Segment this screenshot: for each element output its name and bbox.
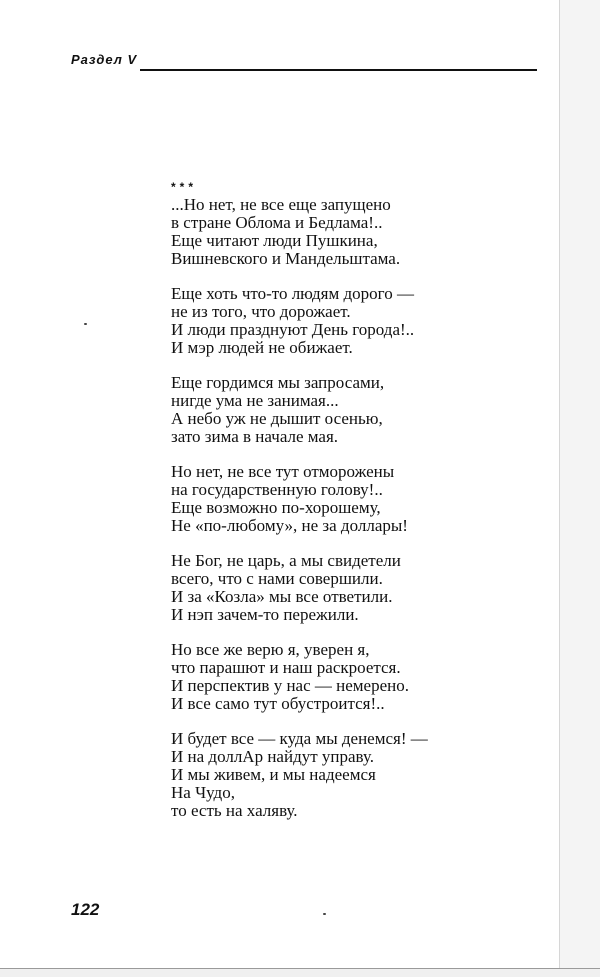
poem-line: не из того, что дорожает. — [171, 302, 351, 321]
stanza — [171, 552, 428, 624]
stanza — [171, 374, 428, 446]
poem-line: Но все же верю я, уверен я, — [171, 640, 370, 659]
poem-line: Еще возможно по-хорошему, — [171, 498, 381, 517]
poem-line: на государственную голову!.. — [171, 480, 383, 499]
asterism-ornament: *** — [171, 180, 198, 194]
stanza — [171, 730, 428, 820]
poem-line: Еще читают люди Пушкина, — [171, 231, 378, 250]
poem-line: И на доллАр найдут управу. — [171, 747, 375, 766]
poem-line: Не «по-любому», не за доллары! — [171, 516, 408, 535]
poem-line: ...Но нет, не все еще запущено — [171, 195, 391, 214]
poem-line: в стране Облома и Бедлама!.. — [171, 213, 383, 232]
poem-line: Вишневского и Мандельштама. — [171, 249, 401, 268]
stanza — [171, 641, 428, 713]
scan-speck — [84, 323, 87, 325]
poem-stanzas — [171, 196, 428, 820]
poem-line: И будет все — куда мы денемся! — — [171, 729, 428, 748]
poem-line: И мэр людей не обижает. — [171, 338, 353, 357]
page-number: 122 — [71, 900, 100, 919]
scan-speck — [323, 913, 326, 915]
poem-line: На Чудо, — [171, 783, 235, 802]
poem-line: И перспектив у нас — немерено. — [171, 676, 409, 695]
poem-line: Еще хоть что-то людям дорого — — [171, 284, 414, 303]
poem-line: Но нет, не все тут отморожены — [171, 462, 395, 481]
page-edge-right — [559, 0, 600, 977]
poem — [171, 178, 428, 837]
poem-line: И нэп зачем-то пережили. — [171, 605, 359, 624]
poem-line: И мы живем, и мы надеемся — [171, 765, 376, 784]
stanza — [171, 196, 428, 268]
poem-line: что парашют и наш раскроется. — [171, 658, 401, 677]
poem-line: Еще гордимся мы запросами, — [171, 373, 385, 392]
poem-line: нигде ума не занимая... — [171, 391, 339, 410]
poem-line: всего, что с нами совершили. — [171, 569, 383, 588]
poem-line: И за «Козла» мы все ответили. — [171, 587, 393, 606]
running-head: Раздел V — [71, 52, 138, 67]
page-edge-bottom — [0, 968, 600, 977]
stanza — [171, 463, 428, 535]
header-rule — [140, 69, 537, 71]
poem-line: зато зима в начале мая. — [171, 427, 339, 446]
poem-line: И люди празднуют День города!.. — [171, 320, 415, 339]
poem-line: А небо уж не дышит осенью, — [171, 409, 383, 428]
stanza — [171, 285, 428, 357]
poem-line: И все само тут обустроится!.. — [171, 694, 385, 713]
poem-line: то есть на халяву. — [171, 801, 298, 820]
poem-line: Не Бог, не царь, а мы свидетели — [171, 551, 401, 570]
